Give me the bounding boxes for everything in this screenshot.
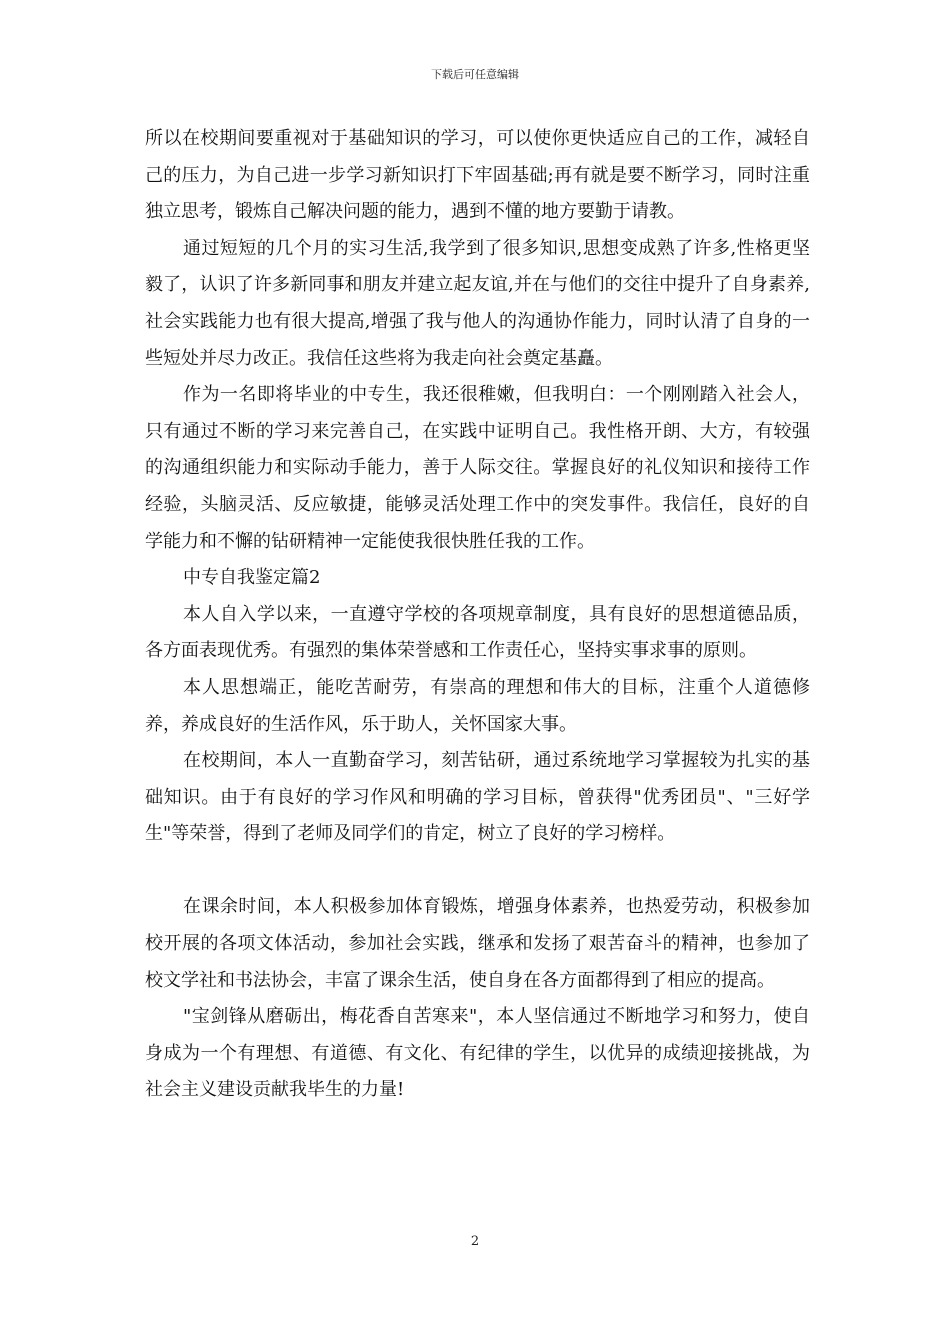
page-number: 2 bbox=[470, 1234, 480, 1249]
paragraph-continuation: 所以在校期间要重视对于基础知识的学习，可以使你更快适应自己的工作，减轻自己的压力，为自己进一步学习新知识打下牢固基础;再有就是要不断学习，同时注重独立思考，锻炼自己解决问题的能力，遇到不懂的地方要勤于请教。 bbox=[145, 128, 810, 223]
document-body bbox=[145, 121, 810, 1109]
paragraph-self-assessment: 作为一名即将毕业的中专生，我还很稚嫩，但我明白：一个刚刚踏入社会人，只有通过不断的学习来完善自己，在实践中证明自己。我性格开朗、大方，有较强的沟通组织能力和实际动手能力，善于人际交往。掌握良好的礼仪知识和接待工作经验，头脑灵活、反应敏捷，能够灵活处理工作中的突发事件。我信任，良好的自学能力和不懈的钻研精神一定能使我很快胜任我的工作。 bbox=[145, 384, 810, 552]
paragraph-thought: 本人思想端正，能吃苦耐劳，有崇高的理想和伟大的目标，注重个人道德修养，养成良好的生活作风，乐于助人，关怀国家大事。 bbox=[145, 676, 810, 735]
paragraph-extracurricular: 在课余时间，本人积极参加体育锻炼，增强身体素养，也热爱劳动，积极参加校开展的各项文体活动，参加社会实践，继承和发扬了艰苦奋斗的精神，也参加了校文学社和书法协会，丰富了课余生活，使自身在各方面都得到了相应的提高。 bbox=[145, 896, 810, 991]
paragraph-rules: 本人自入学以来，一直遵守学校的各项规章制度，具有良好的思想道德品质，各方面表现优秀。有强烈的集体荣誉感和工作责任心，坚持实事求事的原则。 bbox=[145, 603, 810, 662]
blank-line bbox=[145, 853, 810, 890]
section-heading: 中专自我鉴定篇2 bbox=[183, 567, 321, 589]
paragraph-study: 在校期间，本人一直勤奋学习，刻苦钻研，通过系统地学习掌握较为扎实的基础知识。由于有良好的学习作风和明确的学习目标，曾获得"优秀团员"、"三好学生"等荣誉，得到了老师及同学们的肯定，树立了良好的学习榜样。 bbox=[145, 750, 810, 845]
page-header: 下载后可任意编辑 bbox=[431, 68, 519, 81]
paragraph-closing: "宝剑锋从磨砺出，梅花香自苦寒来"，本人坚信通过不断地学习和努力，使自身成为一个有理想、有道德、有文化、有纪律的学生，以优异的成绩迎接挑战，为社会主义建设贡献我毕生的力量! bbox=[145, 1006, 810, 1101]
paragraph-internship: 通过短短的几个月的实习生活,我学到了很多知识,思想变成熟了许多,性格更坚毅了，认识了许多新同事和朋友并建立起友谊,并在与他们的交往中提升了自身素养,社会实践能力也有很大提高,增强了我与他人的沟通协作能力，同时认清了自身的一些短处并尽力改正。我信任这些将为我走向社会奠定基矗。 bbox=[145, 237, 810, 369]
